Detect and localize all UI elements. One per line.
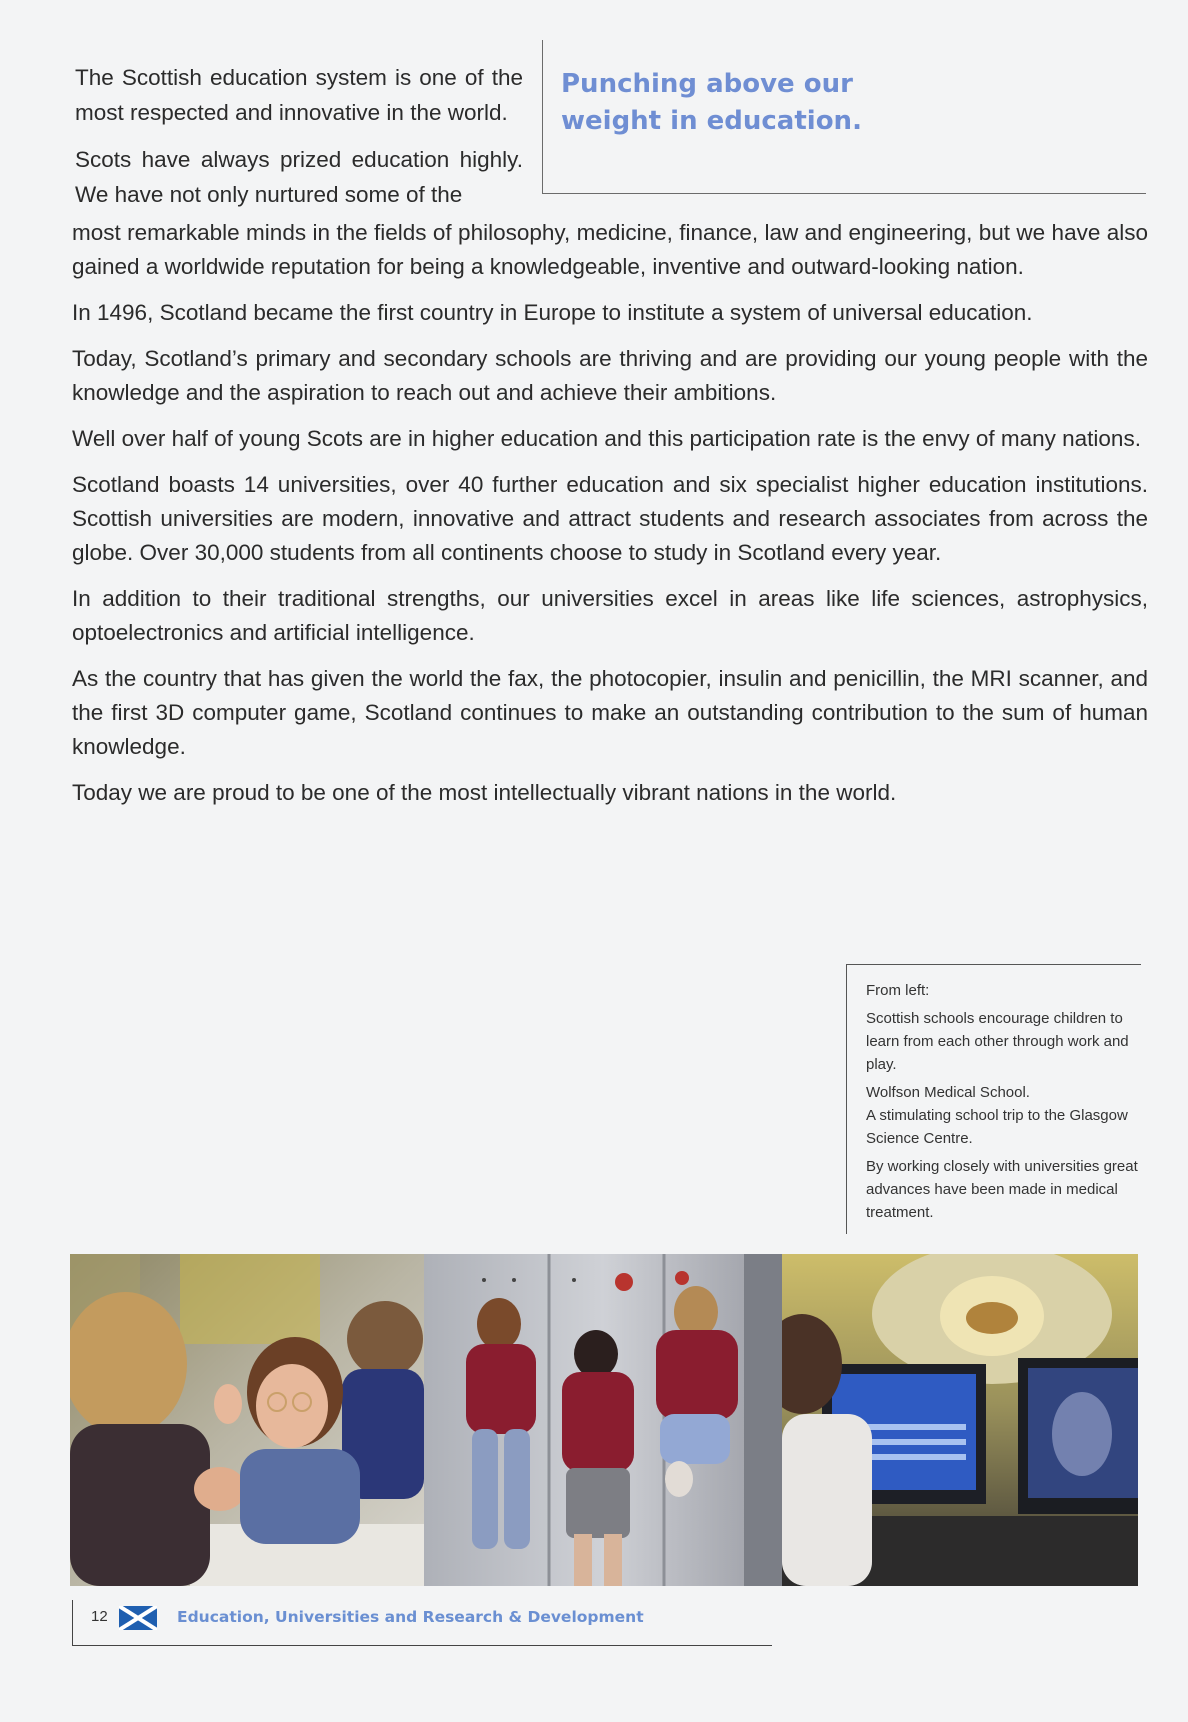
section-title: Education, Universities and Research & Development <box>177 1608 644 1626</box>
page-number: 12 <box>91 1608 108 1625</box>
saltire-flag-icon <box>119 1606 157 1630</box>
pull-quote-box <box>542 40 1146 194</box>
body-text <box>72 216 1148 822</box>
climbing-wall-photo <box>424 1254 782 1586</box>
intro-column <box>75 60 523 224</box>
body-paragraph: Well over half of young Scots are in higher education and this participation rate is the envy of many nations. <box>72 426 1141 451</box>
body-paragraph: Today, Scotland’s primary and secondary schools are thriving and are providing our young people with the knowledge and the aspiration to reach out and achieve their ambitions. <box>72 346 1148 405</box>
body-paragraph: most remarkable minds in the fields of philosophy, medicine, finance, law and engineering, but we have also gained a worldwide reputation for being a knowledgeable, inventive and outward-looking nation. <box>72 220 1148 279</box>
intro-paragraph: The Scottish education system is one of the most respected and innovative in the world. <box>75 65 523 125</box>
caption-item: Scottish schools encourage children to learn from each other through work and play. <box>866 1010 1129 1073</box>
classroom-photo <box>70 1254 424 1586</box>
body-paragraph: In addition to their traditional strengths, our universities excel in areas like life sciences, astrophysics, optoelectronics and artificial intelligence. <box>72 586 1148 645</box>
body-paragraph: Scotland boasts 14 universities, over 40 further education and six specialist higher education institutions. Scottish universities are modern, innovative and attract students and research associates from across the globe. Over 30,000 students from all continents choose to study in Scotland every year. <box>72 472 1148 565</box>
body-paragraph: In 1496, Scotland became the first country in Europe to institute a system of universal education. <box>72 300 1033 325</box>
pull-quote: Punching above our weight in education. <box>561 69 862 136</box>
caption-item: Wolfson Medical School. <box>866 1084 1030 1101</box>
body-paragraph: As the country that has given the world the fax, the photocopier, insulin and penicillin, the MRI scanner, and the first 3D computer game, Scotland continues to make an outstanding contribution to the sum of human knowledge. <box>72 666 1148 759</box>
photo-caption <box>846 964 1141 1234</box>
intro-paragraph-continued: Scots have always prized education highly. We have not only nurtured some of the <box>75 147 523 207</box>
photo-strip <box>70 1254 1138 1586</box>
caption-heading: From left: <box>866 982 930 999</box>
caption-item: By working closely with universities great advances have been made in medical treatment. <box>866 1158 1138 1221</box>
mri-scanner-photo <box>782 1254 1138 1586</box>
caption-item: A stimulating school trip to the Glasgow Science Centre. <box>866 1107 1128 1147</box>
page-footer <box>72 1600 772 1646</box>
body-paragraph: Today we are proud to be one of the most intellectually vibrant nations in the world. <box>72 780 897 805</box>
